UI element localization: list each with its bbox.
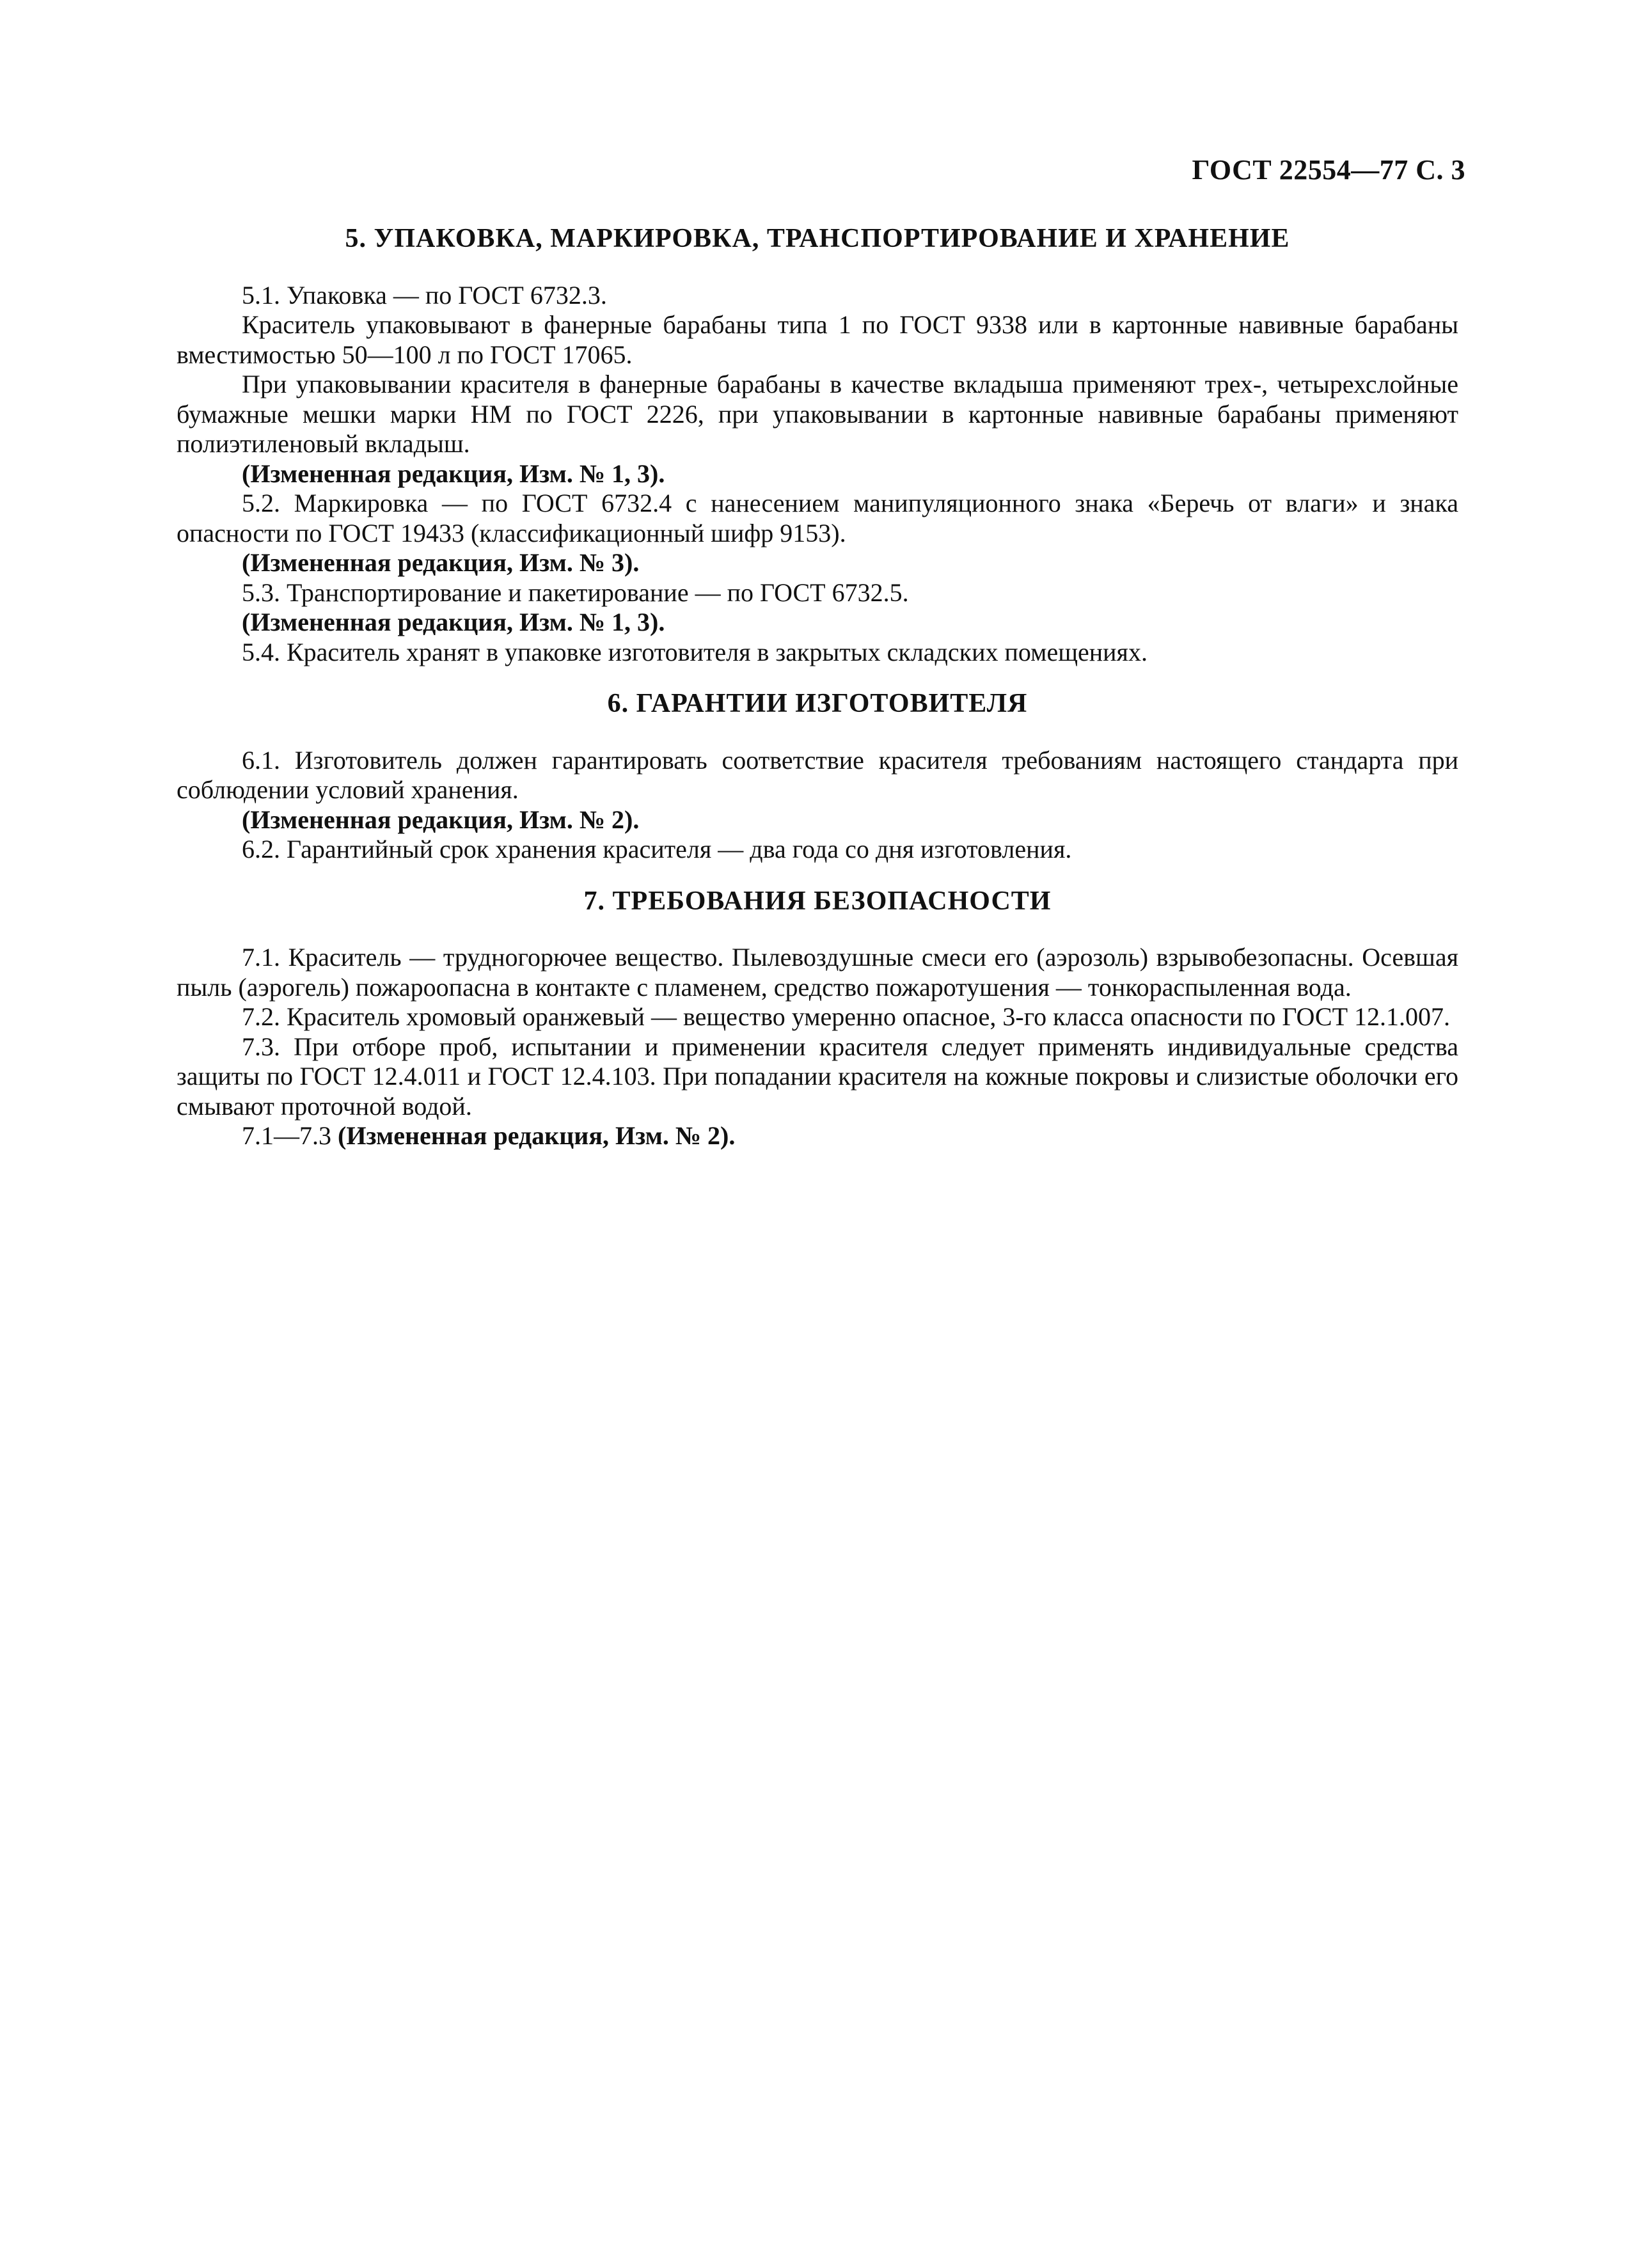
revision-note — [177, 1121, 1458, 1151]
paragraph: 5.1. Упаковка — по ГОСТ 6732.3. — [242, 280, 607, 310]
paragraph: 5.3. Транспортирование и пакетирование — по ГОСТ 6732.5. — [242, 578, 909, 607]
section-6 — [177, 689, 1458, 865]
revision-note-text: (Измененная редакция, Изм. № 2). — [338, 1121, 736, 1150]
paragraph: 6.2. Гарантийный срок хранения красителя — два года со дня изготовления. — [242, 835, 1072, 863]
revision-note: (Измененная редакция, Изм. № 3). — [242, 548, 640, 577]
paragraph: 6.1. Изготовитель должен гарантировать соответствие красителя требованиям настоящего стандарта при соблюдении условий хранения. — [177, 745, 1458, 804]
page-header: ГОСТ 22554—77 С. 3 — [1192, 154, 1465, 185]
section-title: 6. ГАРАНТИИ ИЗГОТОВИТЕЛЯ — [607, 689, 1028, 718]
document-body — [177, 211, 1458, 1173]
section-title: 5. УПАКОВКА, МАРКИРОВКА, ТРАНСПОРТИРОВАНИЕ И ХРАНЕНИЕ — [345, 224, 1290, 253]
paragraph: 7.3. При отборе проб, испытании и применении красителя следует применять индивидуальные средства защиты по ГОСТ 12.4.011 и ГОСТ 12.4.103. При попадании красителя на кожные покровы и слизистые оболочки его смывают проточной водой. — [177, 1032, 1458, 1121]
revision-note: (Измененная редакция, Изм. № 1, 3). — [242, 459, 665, 488]
revision-note: (Измененная редакция, Изм. № 2). — [242, 805, 640, 834]
paragraph: 5.2. Маркировка — по ГОСТ 6732.4 с нанесением манипуляционного знака «Беречь от влаги» и знака опасности по ГОСТ 19433 (классификационный шифр 9153). — [177, 489, 1458, 547]
paragraph: Краситель упаковывают в фанерные барабаны типа 1 по ГОСТ 9338 или в картонные навивные барабаны вместимостью 50—100 л по ГОСТ 17065. — [177, 310, 1458, 369]
revision-note: (Измененная редакция, Изм. № 1, 3). — [242, 608, 665, 636]
paragraph: При упаковывании красителя в фанерные барабаны в качестве вкладыша применяют трех-, четырехслойные бумажные мешки марки НМ по ГОСТ 2226, при упаковывании в картонные навивные барабаны применяют полиэтиленовый вкладыш. — [177, 370, 1458, 458]
paragraph: 7.1. Краситель — трудногорючее вещество. Пылевоздушные смеси его (аэрозоль) взрывобезопасны. Осевшая пыль (аэрогель) пожароопасна в контакте с пламенем, средство пожаротушения — тонкораспыленная вода. — [177, 943, 1458, 1002]
paragraph: 7.2. Краситель хромовый оранжевый — вещество умеренно опасное, 3-го класса опасности по ГОСТ 12.1.007. — [242, 1002, 1451, 1031]
paragraph: 5.4. Краситель хранят в упаковке изготовителя в закрытых складских помещениях. — [242, 637, 1148, 666]
section-5 — [177, 224, 1458, 667]
section-7 — [177, 886, 1458, 1151]
revision-note-prefix: 7.1—7.3 — [242, 1121, 331, 1150]
section-title: 7. ТРЕБОВАНИЯ БЕЗОПАСНОСТИ — [583, 886, 1052, 916]
